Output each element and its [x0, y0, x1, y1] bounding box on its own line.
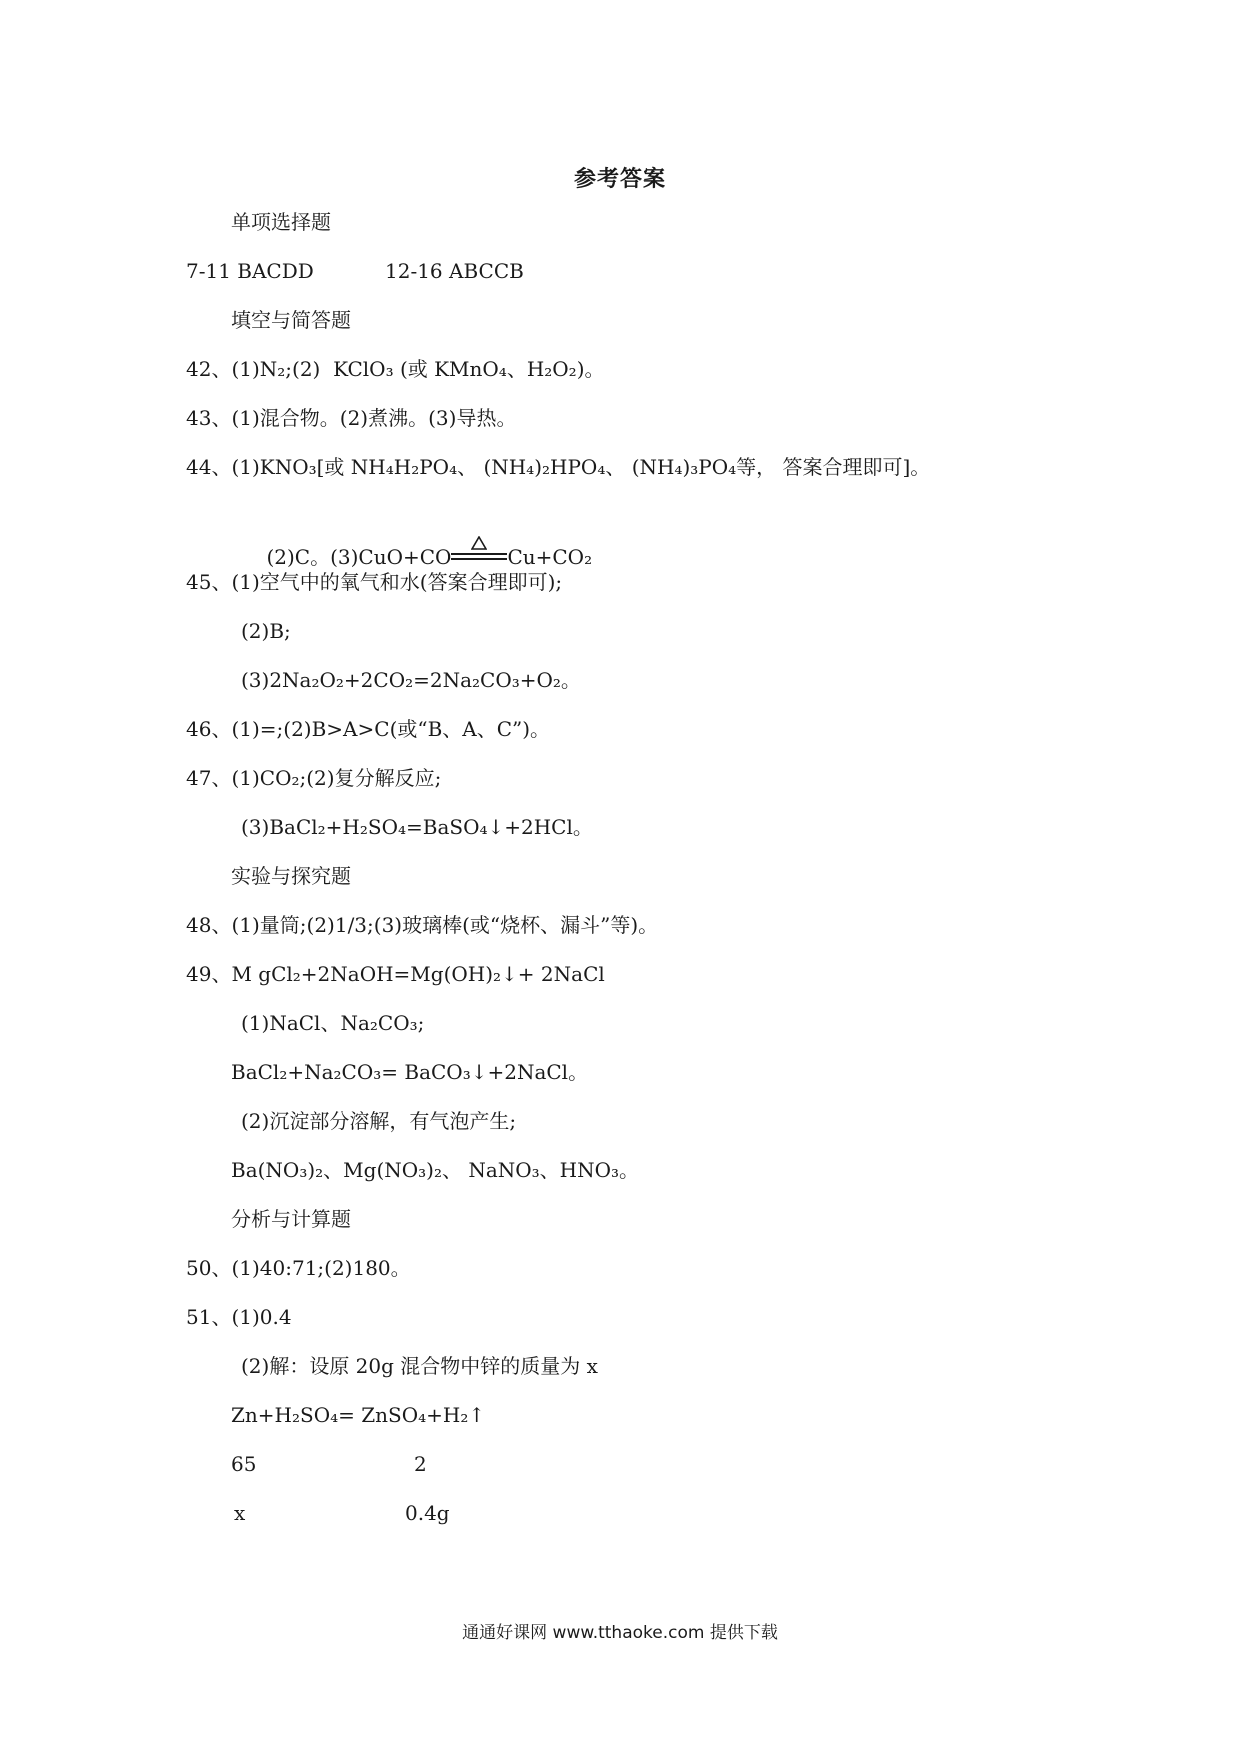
- answer-43: 43、(1)混合物。(2)煮沸。(3)导热。: [186, 406, 517, 430]
- answer-47-part2: (3)BaCl₂+H₂SO₄=BaSO₄↓+2HCl。: [241, 815, 593, 839]
- answer-49-part2: (2)沉淀部分溶解，有气泡产生;: [241, 1109, 517, 1133]
- answer-45-part1: 45、(1)空气中的氧气和水(答案合理即可);: [186, 570, 563, 594]
- delta-icon: [471, 536, 487, 550]
- answer-46: 46、(1)=;(2)B>A>C(或“B、A、C”)。: [186, 717, 551, 741]
- choice-answers-12-16: 12-16 ABCCB: [385, 259, 524, 283]
- answer-44-products: Cu+CO₂: [507, 545, 593, 569]
- answer-48: 48、(1)量筒;(2)1/3;(3)玻璃棒(或“烧杯、漏斗”等)。: [186, 913, 659, 937]
- answer-49-part1-equation: BaCl₂+Na₂CO₃= BaCO₃↓+2NaCl。: [231, 1060, 589, 1084]
- unknown-x: x: [234, 1501, 246, 1525]
- section-heading-experiment: 实验与探究题: [231, 864, 351, 888]
- answer-49-part2-ions: Ba(NO₃)₂、Mg(NO₃)₂、 NaNO₃、HNO₃。: [231, 1158, 640, 1182]
- answer-51-equation: Zn+H₂SO₄= ZnSO₄+H₂↑: [231, 1403, 486, 1427]
- answer-42: 42、(1)N₂;(2) KClO₃ (或 KMnO₄、H₂O₂)。: [186, 357, 605, 381]
- molar-mass-zn: 65: [231, 1452, 257, 1476]
- answer-44-reactants: (2)C。(3)CuO+CO: [266, 545, 452, 569]
- answer-51-part1: 51、(1)0.4: [186, 1305, 292, 1329]
- answer-49-part1: (1)NaCl、Na₂CO₃;: [241, 1011, 425, 1035]
- section-heading-calculation: 分析与计算题: [231, 1207, 351, 1231]
- page-footer: 通通好课网 www.tthaoke.com 提供下载: [462, 1623, 778, 1643]
- answer-51-part2: (2)解：设原 20g 混合物中锌的质量为 x: [241, 1354, 598, 1378]
- answer-47-part1: 47、(1)CO₂;(2)复分解反应;: [186, 766, 442, 790]
- answer-44-part1: 44、(1)KNO₃[或 NH₄H₂PO₄、 (NH₄)₂HPO₄、 (NH₄)₃PO₄等， 答案合理即可]。: [186, 455, 931, 479]
- answer-45-part2: (2)B;: [241, 619, 291, 643]
- page-title: 参考答案: [573, 166, 666, 192]
- answer-50: 50、(1)40:71;(2)180。: [186, 1256, 411, 1280]
- heating-equals-sign: [451, 544, 507, 568]
- section-heading-fill-blank: 填空与简答题: [231, 308, 351, 332]
- choice-answers-7-11: 7-11 BACDD: [186, 259, 314, 283]
- section-heading-single-choice: 单项选择题: [231, 210, 331, 234]
- mass-h2: 0.4g: [405, 1501, 450, 1525]
- answer-49-equation: 49、M gCl₂+2NaOH=Mg(OH)₂↓+ 2NaCl: [186, 962, 605, 986]
- molar-mass-h2: 2: [414, 1452, 427, 1476]
- answer-45-part3: (3)2Na₂O₂+2CO₂=2Na₂CO₃+O₂。: [241, 668, 581, 692]
